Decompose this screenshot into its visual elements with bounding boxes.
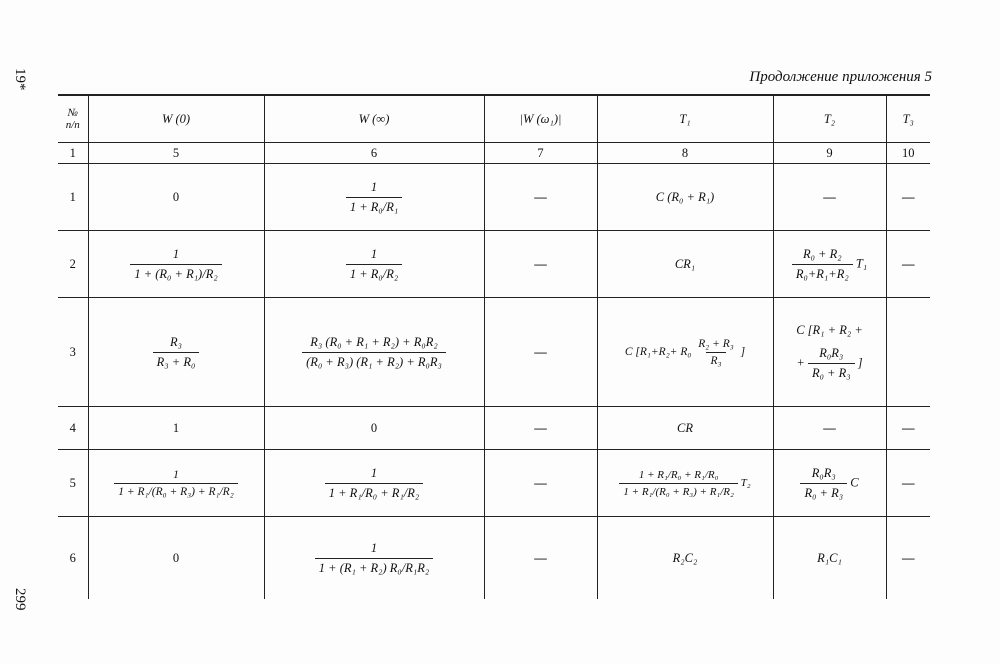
cell-w0: 0 (88, 517, 264, 600)
header-row-number: № п/п (58, 95, 88, 143)
page-heading: Продолжение приложения 5 (749, 69, 932, 85)
fraction-numerator: 1 (370, 179, 378, 194)
fraction-numerator: 1 (172, 246, 180, 261)
cell-winf (264, 450, 484, 517)
cell-t2: R₁C₁ (773, 517, 886, 600)
cell-t3: — (886, 517, 930, 600)
expression-line: C [R₁ + R₂ + (796, 323, 863, 337)
column-number: 5 (88, 143, 264, 164)
fraction-numerator: 1 + R₁/R₀ + R₁/R₀ (638, 468, 719, 481)
fraction-denominator: 1 + R₁/R₀ + R₁/R₂ (325, 483, 424, 501)
table-row (58, 517, 930, 600)
row-number: 1 (69, 189, 76, 204)
fraction-denominator: R₀ + R₃ (808, 363, 855, 381)
expression-prefix: + (796, 355, 805, 370)
table-row (58, 450, 930, 517)
fraction-denominator: R₀+R₁+R₂ (792, 264, 853, 282)
fraction-denominator: R₀ + R₃ (800, 483, 847, 501)
fraction-denominator: 1 + (R₀ + R₁)/R₂ (130, 264, 221, 282)
cell-t2: — (773, 407, 886, 450)
row-number: 5 (58, 450, 88, 517)
fraction-denominator: 1 + (R₁ + R₂) R₀/R₁R₂ (315, 558, 433, 576)
cell-t1: C (R₀ + R₁) (597, 164, 773, 231)
table-row (58, 164, 930, 231)
cell-winf: 0 (264, 407, 484, 450)
fraction-numerator: R₂ + R₃ (698, 337, 734, 350)
expression-tail: C (850, 474, 859, 489)
row-number: 6 (58, 517, 88, 600)
fraction-denominator: (R₀ + R₃) (R₁ + R₂) + R₀R₃ (302, 352, 446, 370)
page-number: 299 (12, 588, 28, 611)
row-number: 4 (58, 407, 88, 450)
expression-prefix: C [R₁+R₂+ R₀ (624, 345, 692, 358)
header-t1: T₁ (597, 95, 773, 143)
cell-womega: — (484, 407, 597, 450)
fraction-numerator: R₀R₃ (811, 465, 836, 480)
cell-t2 (773, 231, 886, 298)
fraction-denominator: 1 + R₁/(R₀ + R₃) + R₁/R₂ (114, 483, 237, 498)
table-row (58, 407, 930, 450)
cell-w0: 0 (88, 164, 264, 231)
fraction (346, 180, 402, 215)
cell-t1 (597, 298, 773, 407)
cell-t2: — (773, 164, 886, 231)
cell-t3: — (886, 164, 930, 231)
column-number: 9 (773, 143, 886, 164)
cell-w0 (88, 450, 264, 517)
cell-winf (264, 164, 484, 231)
header-w0: W (0) (88, 95, 264, 143)
fraction-denominator: R₃ (706, 352, 725, 367)
fraction-numerator: R₃ (R₀ + R₁ + R₂) + R₀R₂ (310, 334, 438, 349)
cell-w0 (88, 298, 264, 407)
cell-t2 (773, 298, 886, 407)
table-row (58, 231, 930, 298)
header-t2: T₂ (773, 95, 886, 143)
cell-winf (264, 517, 484, 600)
fraction (130, 247, 221, 282)
cell-womega: — (484, 450, 597, 517)
table-row (58, 298, 930, 407)
header-row (58, 95, 930, 143)
fraction-numerator: 1 (173, 468, 179, 481)
row-number: 3 (58, 298, 88, 407)
appendix-table (58, 94, 930, 599)
expression-suffix: ] (740, 345, 746, 358)
cell-w0: 1 (88, 407, 264, 450)
fraction (302, 335, 446, 370)
fraction (325, 466, 424, 501)
expression-tail: T₂ (740, 476, 751, 489)
cell-t3: — (886, 407, 930, 450)
header-winf: W (∞) (264, 95, 484, 143)
column-number: 8 (597, 143, 773, 164)
margin-signature-mark: 19* (12, 68, 28, 91)
expression-line (778, 346, 882, 381)
cell-winf (264, 298, 484, 407)
fraction (694, 338, 738, 367)
expression-suffix: ] (857, 355, 863, 370)
fraction (315, 541, 433, 576)
fraction-denominator: 1 + R₀/R₁ (346, 197, 402, 215)
fraction-numerator: 1 (370, 540, 378, 555)
fraction (800, 466, 847, 501)
cell-w0 (88, 231, 264, 298)
fraction-denominator: R₃ + R₀ (153, 352, 200, 370)
fraction (114, 469, 237, 498)
cell-t1 (597, 450, 773, 517)
fraction-numerator: R₀R₃ (819, 346, 844, 360)
column-number: 10 (886, 143, 930, 164)
cell-t1: CR₁ (597, 231, 773, 298)
fraction-denominator: 1 + R₀/R₂ (346, 264, 402, 282)
fraction-numerator: R₃ (170, 334, 182, 349)
cell-winf (264, 231, 484, 298)
fraction-denominator: 1 + R₁/(R₀ + R₃) + R₁/R₂ (619, 483, 737, 498)
fraction (153, 335, 200, 370)
header-womega: |W (ω₁)| (484, 95, 597, 143)
cell-womega: — (484, 231, 597, 298)
cell-t3 (886, 298, 930, 407)
column-number: 6 (264, 143, 484, 164)
fraction-numerator: 1 (370, 465, 378, 480)
column-number-row (58, 143, 930, 164)
fraction (619, 469, 737, 498)
cell-t2 (773, 450, 886, 517)
cell-t1: CR (597, 407, 773, 450)
cell-womega: — (484, 298, 597, 407)
column-number: 1 (58, 143, 88, 164)
cell-womega: — (484, 164, 597, 231)
expression-tail: T₁ (855, 255, 868, 270)
header-t3: T₃ (886, 95, 930, 143)
cell-t1: R₂C₂ (597, 517, 773, 600)
fraction (808, 346, 855, 381)
cell-t3: — (886, 450, 930, 517)
fraction (792, 247, 853, 282)
fraction-numerator: R₀ + R₂ (802, 246, 842, 261)
cell-t3: — (886, 231, 930, 298)
fraction-numerator: 1 (370, 246, 378, 261)
row-number: 2 (58, 231, 88, 298)
cell-womega: — (484, 517, 597, 600)
fraction (346, 247, 402, 282)
column-number: 7 (484, 143, 597, 164)
